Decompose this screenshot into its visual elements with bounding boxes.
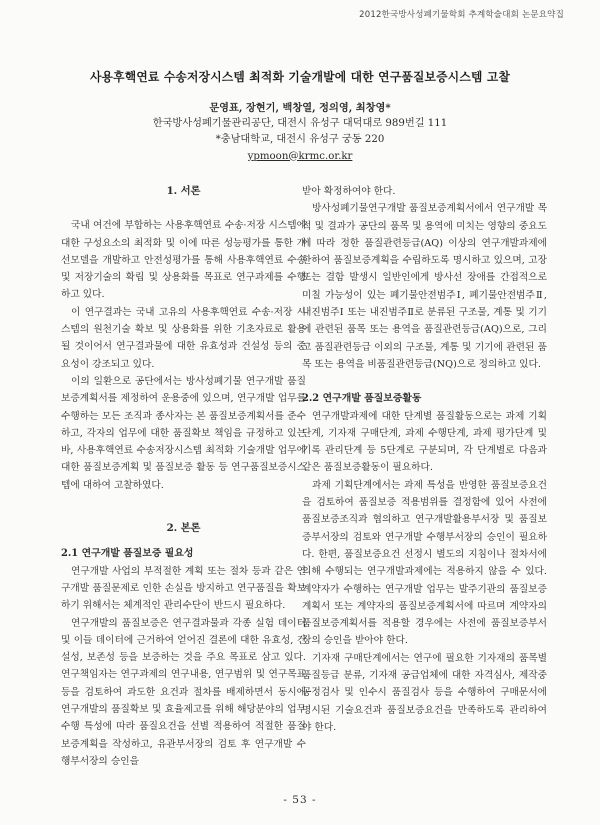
body-paragraph-2-1-b: 연구개발의 품질보증은 연구결과물과 각종 실험 데이터 및 이들 데이터에 근거하여 얻어진 결론에 대한 유효성, 건설성, 보존성 등을 보증하는 것을 주요 목표로 삼고 있다. 연구책임자는 연구과제의 연구내용, 연구범위 및 연구목표 등을 검토하여 과도한 요건과 절차를 배제하면서 동시에 연구개발의 품질확보 및 효율제고를 위해 해당분야의 업무수행 특성에 따라 품질요건을 선별 적용하여 적절한 품질보증계획을 작성하고, 유관부서장의 검토 후 연구개발 수행부서장의 승인을: [61, 617, 306, 767]
running-header: 2012한국방사성폐기물학회 추계학술대회 논문요약집: [359, 10, 564, 20]
subsection-title-2-1: 2.1 연구개발 품질보증 필요성: [61, 548, 194, 560]
intro-paragraph-2: 이 연구결과는 국내 고유의 사용후핵연료 수송·저장 시스템의 원천기술 확보 및 상용화를 위한 기초자료로 활용될 것이어서 연구결과물에 대한 유효성과 건설성 등의 중요성이 강조되고 있다.: [61, 306, 306, 370]
affiliation-primary: 한국방사성폐기물관리공단, 대전시 유성구 대덕대로 989번길 111: [152, 118, 448, 130]
intro-paragraph-1: 국내 여건에 부합하는 사용후핵연료 수송·저장 시스템에 대한 구성요소의 최적화 및 이에 따른 성능평가를 통한 개선모델을 개발하고 안전성평가를 통해 사용후핵연료 수송 및 저장기술의 확립 및 상용화를 목표로 연구과제를 수행하고 있다.: [61, 220, 306, 301]
author-block: [0, 100, 600, 165]
right-column: [302, 183, 547, 736]
body-paragraph-2-1-c: 방사성폐기물연구개발 품질보증계획서에서 연구개발 목적 및 결과가 공단의 품목 및 용역에 미치는 영향의 중요도에 따라 정한 품질관련등급(AQ) 이상의 연구개발과제에 한하여 품질보증계획을 수립하도록 명시하고 있으며, 고장 또는 결함 발생시 일반인에게 방사선 장애를 간접적으로 미칠 가능성이 있는 폐기물안전범주Ⅰ, 폐기물안전범주Ⅱ, 내진범주Ⅰ 또는 내진범주Ⅱ로 분류된 구조물, 계통 및 기기에 관련된 품목 또는 용역을 품질관련등급(AQ)으로, 그리고 품질관련등급 이외의 구조물, 계통 및 기기에 관련된 품목 또는 용역을 비품질관련등급(NQ)으로 정의하고 있다.: [302, 203, 547, 370]
author-names: 문영표, 장현기, 백창열, 정의영, 최창영*: [209, 102, 391, 114]
left-column: [61, 183, 306, 770]
section-title-introduction: 1. 서론: [166, 185, 201, 197]
body-paragraph-2-2-c: 기자재 구매단계에서는 연구에 필요한 기자재의 품목별 품질등급 분류, 기자재 공급업체에 대한 자격심사, 제작중 공정검사 및 인수시 품질검사 등을 수행하여 구매문서에 명시된 기술요건과 품질보증요건을 만족하도록 관리하여야 한다.: [302, 652, 547, 733]
body-paragraph-2-1-a: 연구개발 사업의 부적절한 계획 또는 절차 등과 같은 연구개발 품질문제로 인한 손실을 방지하고 연구품질을 확보하기 위해서는 체계적인 관리수단이 반드시 필요하다.: [61, 565, 306, 612]
affiliation-secondary: *충남대학교, 대전시 유성구 궁동 220: [215, 134, 385, 146]
body-paragraph-2-2-b: 과제 기획단계에서는 과제 특성을 반영한 품질보증요건을 검토하여 품질보증 적용범위를 결정함에 있어 사전에 품질보증조직과 협의하고 연구개발활용부서장 및 품질보증부서장의 검토와 연구개발 수행부서장의 승인이 필요하다. 한편, 품질보증요건 선정시 별도의 지침이나 절차서에 의해 수행되는 연구개발과제에는 적용하지 않을 수 있다. 계약자가 수행하는 연구개발 업무는 발주기관의 품질보증계획서 또는 계약자의 품질보증계획서에 따르며 계약자의 품질보증계획서를 적용할 경우에는 사전에 품질보증부서장의 승인을 받아야 한다.: [302, 479, 547, 647]
paper-title: 사용후핵연료 수송저장시스템 최적화 기술개발에 대한 연구품질보증시스템 고찰: [89, 70, 511, 84]
page-number: - 53 -: [283, 794, 317, 806]
section-title-body: 2. 본론: [166, 522, 201, 535]
author-email: ypmoon@krmc.or.kr: [247, 150, 353, 162]
continued-paragraph: 받아 확정하여야 한다.: [302, 186, 396, 197]
intro-paragraph-3: 이의 일환으로 공단에서는 방사성폐기물 연구개발 품질보증계획서를 제정하여 운용중에 있으며, 연구개발 업무를 수행하는 모든 조직과 종사자는 본 품질보증계획서를 준수하고, 각자의 업무에 대한 품질확보 책임을 규정하고 있는 바, 사용후핵연료 수송저장시스템 최적화 기술개발 업무에 대한 품질보증계획 및 품질보증 활동 등 연구품질보증시스템에 대하여 고찰하였다.: [61, 375, 306, 491]
subsection-title-2-2: 2.2 연구개발 품질보증활동: [302, 393, 422, 405]
body-paragraph-2-2-a: 연구개발과제에 대한 단계별 품질활동으로는 과제 기획단계, 기자재 구매단계, 과제 수행단계, 과제 평가단계 및 기록 관리단계 등 5단계로 구분되며, 각 단계별로 다음과 같은 품질보증활동이 필요하다.: [302, 410, 547, 474]
